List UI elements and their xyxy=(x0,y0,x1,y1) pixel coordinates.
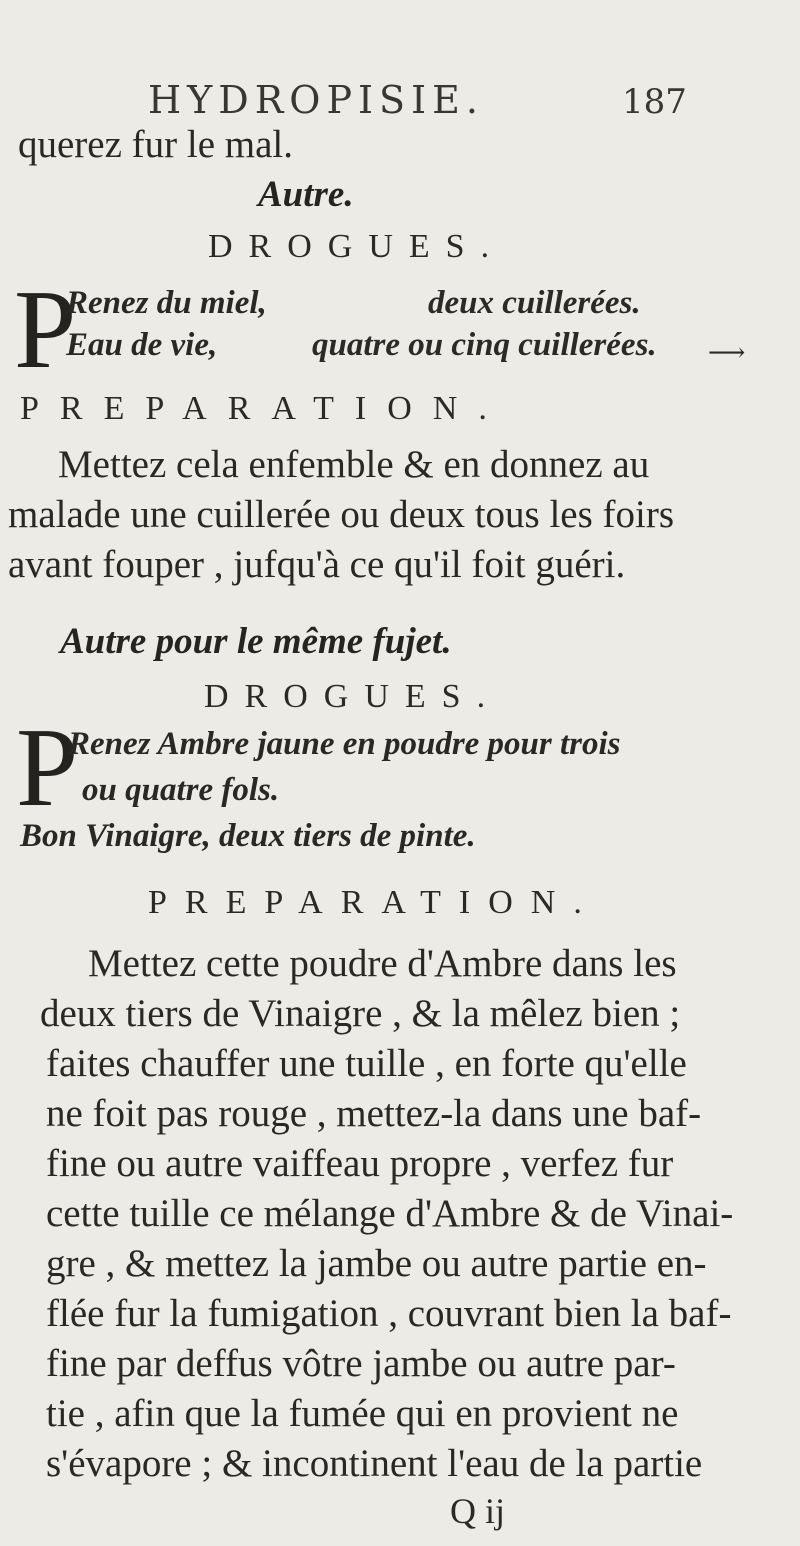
section2-title: Autre pour le même fujet. xyxy=(60,621,452,662)
section1-ingredient-2-qty: quatre ou cinq cuillerées. xyxy=(312,327,657,363)
section2-prep-line-5: fine ou autre vaiffeau propre , verfez fur xyxy=(46,1142,674,1185)
section2-drugs-heading: DROGUES. xyxy=(204,678,502,715)
section2-prep-line-11: s'évapore ; & incontinent l'eau de la partie xyxy=(46,1442,703,1485)
section2-prep-line-10: tie , afin que la fumée qui en provient ne xyxy=(46,1392,679,1435)
section2-prep-line-4: ne foit pas rouge , mettez-la dans une baf- xyxy=(46,1092,702,1135)
section1-ingredient-1-qty: deux cuillerées. xyxy=(428,285,641,321)
running-head: HYDROPISIE. xyxy=(148,78,484,122)
section1-prep-line-2: malade une cuillerée ou deux tous les foirs xyxy=(8,493,675,536)
opening-line: querez fur le mal. xyxy=(18,123,294,166)
section1-drop-cap: P xyxy=(14,268,77,392)
section1-title: Autre. xyxy=(258,174,354,215)
section2-ingredient-line-2: ou quatre fols. xyxy=(82,772,280,808)
signature-mark: Q ij xyxy=(450,1491,506,1531)
arrow-mark-icon: ⟶ xyxy=(708,338,746,368)
section2-prep-line-6: cette tuille ce mélange d'Ambre & de Vinai- xyxy=(46,1192,734,1235)
page-number: 187 xyxy=(622,82,687,122)
section1-drugs-heading: DROGUES. xyxy=(208,228,506,265)
section2-ingredient-line-3: Bon Vinaigre, deux tiers de pinte. xyxy=(20,818,476,854)
section1-prep-heading: PREPARATION. xyxy=(20,390,508,427)
section2-ingredient-line-1: Renez Ambre jaune en poudre pour trois xyxy=(68,726,621,762)
section2-prep-line-7: gre , & mettez la jambe ou autre partie en- xyxy=(46,1242,707,1285)
section2-prep-line-8: flée fur la fumigation , couvrant bien la baf- xyxy=(46,1292,732,1335)
section2-prep-heading: PREPARATION. xyxy=(148,884,600,921)
section1-prep-line-3: avant fouper , jufqu'à ce qu'il foit guéri. xyxy=(8,543,626,586)
section1-ingredient-2: Eau de vie, xyxy=(66,327,218,363)
section2-prep-line-2: deux tiers de Vinaigre , & la mêlez bien ; xyxy=(40,992,681,1035)
section1-prep-line-1: Mettez cela enfemble & en donnez au xyxy=(58,443,650,486)
section2-prep-line-1: Mettez cette poudre d'Ambre dans les xyxy=(88,942,677,985)
section2-prep-line-9: fine par deffus vôtre jambe ou autre par- xyxy=(46,1342,676,1385)
section1-ingredient-1: Renez du miel, xyxy=(66,285,267,321)
section2-prep-line-3: faites chauffer une tuille , en forte qu'elle xyxy=(46,1042,687,1085)
section2-drop-cap: P xyxy=(16,706,79,830)
